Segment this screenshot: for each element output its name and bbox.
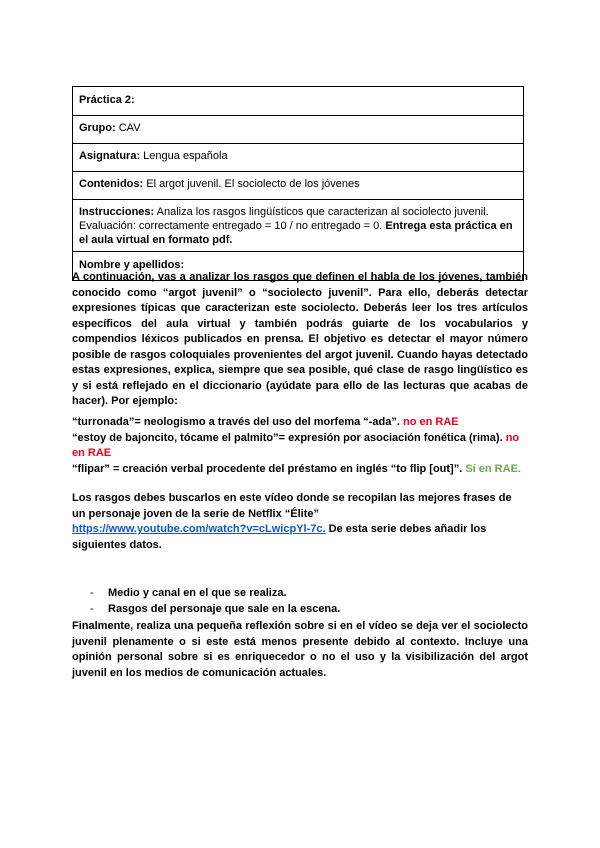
intro-paragraph: A continuación, vas a analizar los rasgos que definen el habla de los jóvenes, también conocido como “argot juvenil” o “sociolecto juvenil”. Para ello, deberás detectar expresiones típicas que caracterizan este sociolecto. Deberás leer los tres artículos específicos del aula virtual y también podrás guiarte de los vocabularios y compendios léxicos publicados en prensa. El objetivo es detectar el mayor número posible de rasgos coloquiales provenientes del argot juvenil. Cuando hayas detectado estas expresiones, explica, siempre que sea posible, qué clase de rasgo lingüístico es y si está reflejado en el diccionario (ayúdate para ello de las lecturas que acabas de hacer). Por ejemplo: [72, 271, 528, 407]
example-3 [72, 462, 528, 478]
asignatura-label: Asignatura: [79, 150, 141, 162]
contenidos-value: El argot juvenil. El sociolecto de los jóvenes [143, 178, 360, 190]
example-tag: no en RAE [72, 431, 520, 459]
instrucciones-cell [73, 200, 524, 252]
evaluacion-text: Evaluación: correctamente entregado = 10 / no entregado = 0. [79, 220, 386, 232]
list-item: - Rasgos del personaje que sale en la escena. [90, 603, 341, 615]
example-text: “turronada”= neologismo a través del uso del morfema “-ada”. [72, 416, 403, 428]
example-text: “estoy de bajoncito, tócame el palmito”= expresión por asociación fonética (rima). [72, 431, 506, 444]
example-2 [72, 431, 528, 462]
practica-cell [73, 87, 524, 116]
grupo-label: Grupo: [79, 122, 116, 134]
contenidos-label: Contenidos: [79, 178, 144, 190]
final-paragraph: Finalmente, realiza una pequeña reflexión sobre si en el vídeo se deja ver el sociolecto juvenil plenamente o si este está menos presente debido al contexto. Incluye una opinión personal sobre si es enriquecedor o no el uso y la visibilización del argot juvenil en los medios de comunicación actuales. [72, 620, 528, 679]
nombre-label: Nombre y apellidos: [79, 259, 185, 271]
asignatura-value: Lengua española [140, 150, 228, 162]
table-row [73, 200, 524, 252]
entrega-text: Entrega esta práctica en el aula virtual en formato pdf. [79, 220, 513, 246]
table-row [73, 116, 524, 144]
table-row [73, 172, 524, 200]
example-1 [72, 415, 528, 431]
instrucciones-value: Analiza los rasgos lingüísticos que caracterizan al sociolecto juvenil. [154, 206, 489, 218]
example-tag: no en RAE [403, 416, 459, 428]
video-paragraph [72, 491, 528, 553]
video-paragraph-after: De esta serie debes añadir los siguientes datos. [72, 523, 487, 551]
grupo-value: CAV [115, 122, 141, 134]
practica-label: Práctica 2: [79, 94, 135, 106]
contenidos-cell [73, 172, 524, 200]
list-item: - Medio y canal en el que se realiza. [90, 587, 287, 599]
examples-block [72, 415, 528, 477]
table-row [73, 144, 524, 172]
example-text: “flipar” = creación verbal procedente del préstamo en inglés “to flip [out]”. [72, 462, 466, 475]
asignatura-cell [73, 144, 524, 172]
instrucciones-label: Instrucciones: [79, 206, 155, 218]
video-paragraph-intro: Los rasgos debes buscarlos en este vídeo donde se recopilan las mejores frases de un personaje joven de la serie de Netflix “Élite” [72, 492, 512, 520]
example-tag: Sí en RAE. [465, 462, 521, 475]
data-list [88, 586, 340, 618]
grupo-cell [73, 116, 524, 144]
youtube-link[interactable]: https://www.youtube.com/watch?v=cLwicpYl-7c. [72, 523, 326, 535]
table-row [73, 87, 524, 116]
assignment-info-table [72, 86, 524, 281]
